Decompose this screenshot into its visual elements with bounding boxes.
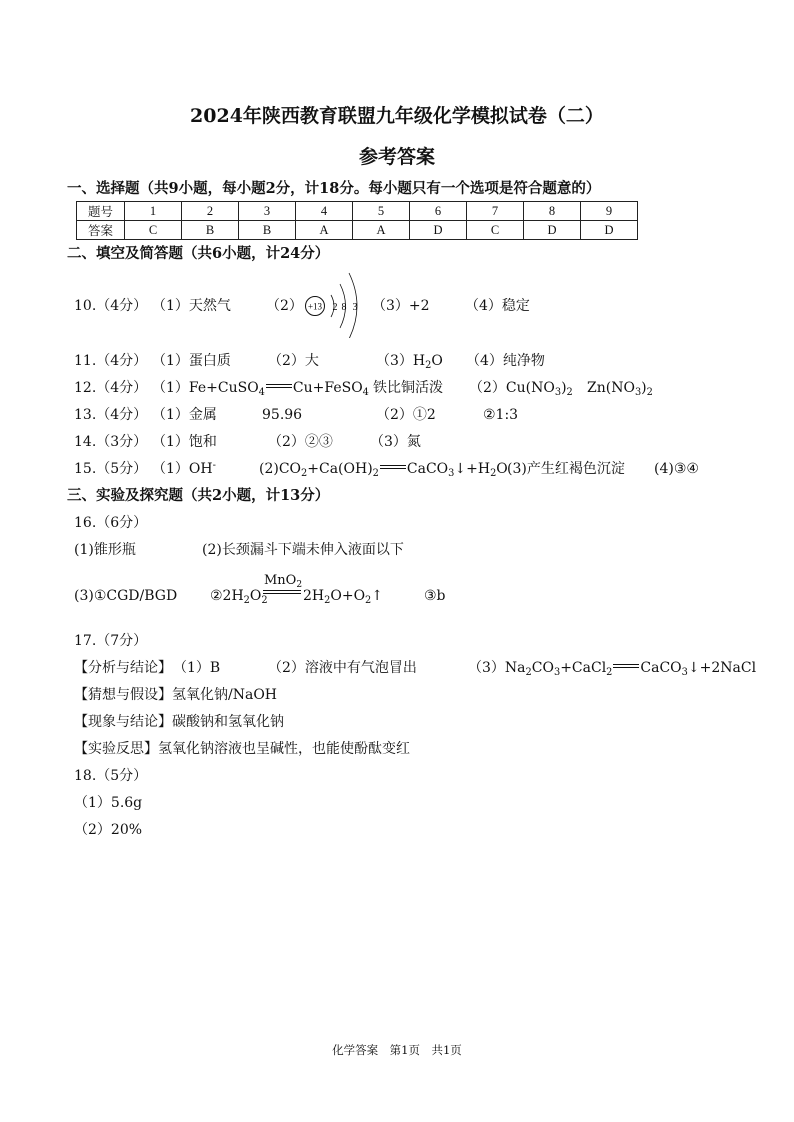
q13-answer-2: （2）①2 — [376, 407, 436, 423]
q16-answer-3: (3)①CGD/BGD — [74, 588, 178, 604]
q11-answer-4: （4）纯净物 — [466, 353, 545, 369]
page-title: 2024年陕西教育联盟九年级化学模拟试卷（二） — [190, 105, 604, 127]
table-header-cell: 题号 — [77, 202, 125, 221]
q18-answer-2: （2）20% — [74, 822, 143, 838]
table-cell: 8 — [524, 202, 581, 221]
table-cell: A — [353, 221, 410, 240]
table-cell: B — [182, 221, 239, 240]
q11-number: 11.（4分） — [74, 353, 148, 369]
table-row-answers — [77, 221, 638, 240]
q12-answer-2b: $Zn(NO_3)_2$ — [587, 380, 653, 398]
q17-analysis-3: $(3)Na_2CO_3+CaCl_2$ CaCO$_3$↓+2NaCl — [468, 660, 757, 678]
q11-answer-1: （1）蛋白质 — [152, 353, 231, 369]
reaction-equals-bar — [263, 590, 301, 594]
table-cell: 7 — [467, 202, 524, 221]
q13-answer-1: （1）金属 — [152, 407, 217, 423]
electron-count: 2 — [332, 302, 338, 313]
q15-answer-2: $(2)CO_2+Ca(OH)_2$ $CaCO_3↓+H_2O$ — [259, 461, 508, 479]
q15-answer-3: (3)产生红褐色沉淀 — [507, 461, 625, 477]
section-3-heading: 三、实验及探究题（共2小题，计13分） — [67, 487, 330, 504]
q13-answer-1b: 95.96 — [262, 407, 303, 423]
table-cell: C — [467, 221, 524, 240]
q15-answer-1: （1）OH- — [152, 460, 216, 477]
catalyst-label: MnO$_2$ — [264, 573, 303, 590]
table-cell: 4 — [296, 202, 353, 221]
q11-answer-2: （2）大 — [268, 353, 319, 369]
q12-answer-1-note: 铁比铜活泼 — [373, 380, 443, 396]
table-cell: A — [296, 221, 353, 240]
q16-answer-3b-product: $2H_2O+O_2↑$ — [303, 588, 384, 606]
q14-answer-3: （3）氮 — [370, 434, 421, 450]
q18-answer-1: （1）5.6g — [74, 795, 143, 811]
q16-answer-3c: ③b — [424, 588, 446, 604]
section-1-heading: 一、选择题（共9小题，每小题2分，计18分。每小题只有一个选项是符合题意的） — [67, 180, 601, 197]
q15-answer-4: (4)③④ — [654, 461, 699, 477]
q10-answer-2-label: （2） — [266, 298, 303, 314]
q14-answer-2: （2）②③ — [268, 434, 333, 450]
q16-answer-2: (2)长颈漏斗下端未伸入液面以下 — [202, 542, 404, 558]
table-header-cell: 答案 — [77, 221, 125, 240]
electron-count: 3 — [352, 302, 358, 313]
page-footer: 化学答案 第1页 共1页 — [332, 1043, 462, 1057]
q10-answer-3: （3）+2 — [372, 298, 430, 314]
table-cell: D — [524, 221, 581, 240]
q13-number: 13.（4分） — [74, 407, 148, 423]
q14-answer-1: （1）饱和 — [152, 434, 217, 450]
q17-reflection: 【实验反思】氢氧化钠溶液也呈碱性，也能使酚酞变红 — [74, 741, 410, 757]
electron-count: 8 — [341, 302, 347, 313]
table-cell: D — [581, 221, 638, 240]
table-cell: 3 — [239, 202, 296, 221]
q12-answer-2: $(2)Cu(NO_3)_2$ — [469, 380, 573, 398]
q10-number: 10.（4分） — [74, 298, 148, 314]
q10-answer-1: （1）天然气 — [152, 298, 231, 314]
q12-answer-1: （1）Fe+CuSO$_4$ Cu+FeSO$_4$ — [152, 380, 369, 398]
atomic-structure-diagram — [304, 266, 374, 338]
table-cell: D — [410, 221, 467, 240]
table-row-numbers — [77, 202, 638, 221]
q17-phenomenon: 【现象与结论】碳酸钠和氢氧化钠 — [74, 714, 284, 730]
table-cell: 9 — [581, 202, 638, 221]
q15-number: 15.（5分） — [74, 461, 148, 477]
section-2-heading: 二、填空及简答题（共6小题，计24分） — [67, 245, 330, 262]
q10-answer-4: （4）稳定 — [465, 298, 530, 314]
q16-answer-1: (1)锥形瓶 — [74, 542, 136, 558]
q16-number: 16.（6分） — [74, 515, 148, 531]
answer-table — [76, 201, 638, 240]
q17-hypothesis: 【猜想与假设】氢氧化钠/NaOH — [74, 687, 277, 703]
q13-answer-2b: ②1:3 — [483, 407, 519, 423]
table-cell: C — [125, 221, 182, 240]
nucleus-charge: +13 — [307, 301, 323, 312]
q17-analysis-heading: 【分析与结论】 — [74, 660, 172, 676]
q17-number: 17.（7分） — [74, 633, 148, 649]
q12-number: 12.（4分） — [74, 380, 148, 396]
page-subtitle: 参考答案 — [358, 146, 435, 168]
table-cell: 2 — [182, 202, 239, 221]
q14-number: 14.（3分） — [74, 434, 148, 450]
table-cell: 5 — [353, 202, 410, 221]
table-cell: 1 — [125, 202, 182, 221]
table-cell: B — [239, 221, 296, 240]
q17-analysis-2: （2）溶液中有气泡冒出 — [268, 660, 417, 676]
q16-answer-3b-reactant: $②2H_2O_2$ — [210, 588, 268, 606]
q17-analysis-1: （1）B — [173, 660, 221, 676]
table-cell: 6 — [410, 202, 467, 221]
q11-answer-3: $(3)H_2O$ — [376, 353, 443, 371]
q18-number: 18.（5分） — [74, 768, 148, 784]
